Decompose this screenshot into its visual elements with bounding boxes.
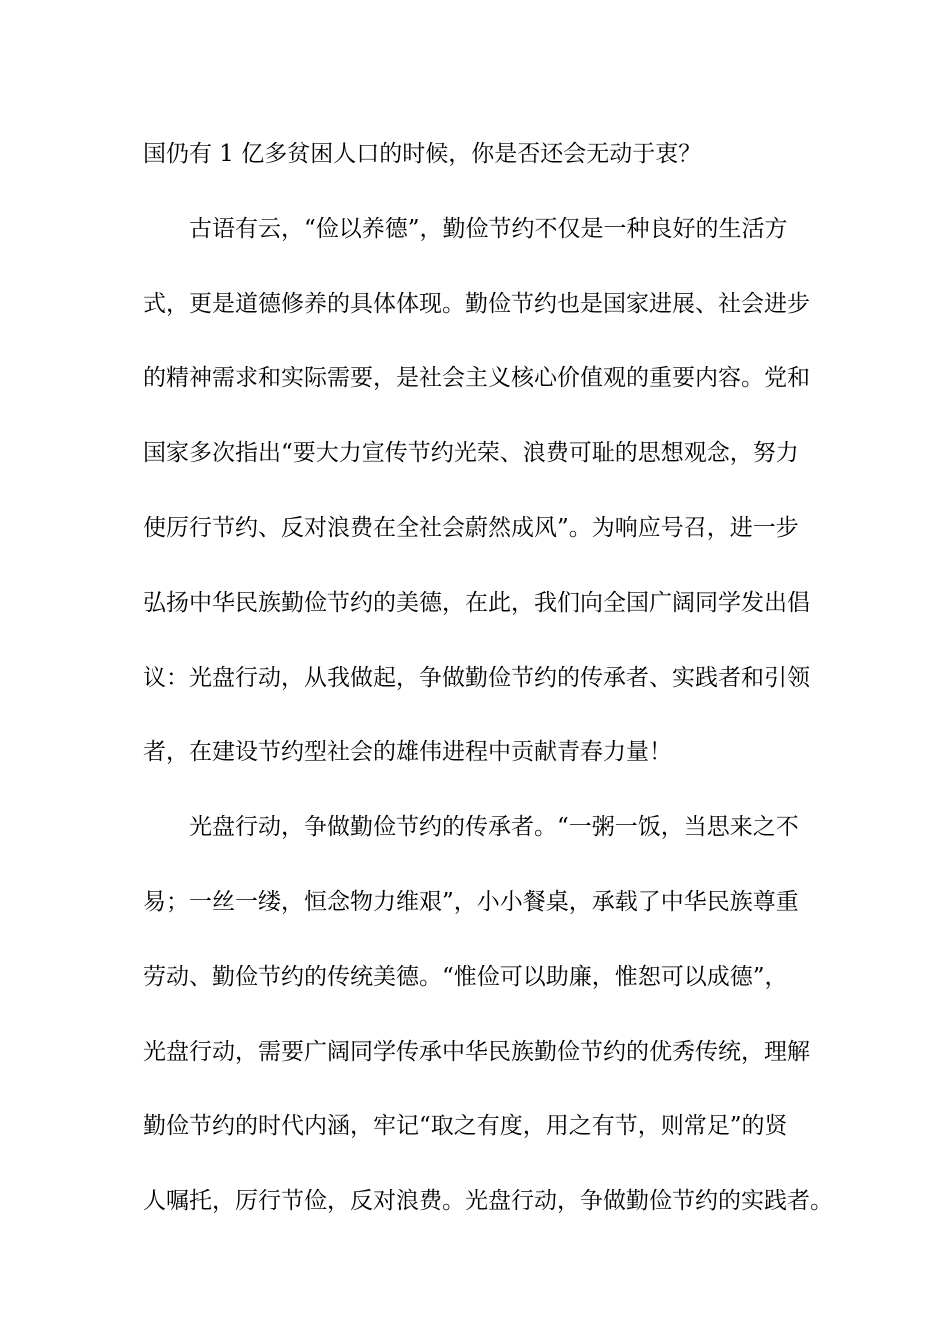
text-line: 人嘱托，厉行节俭，反对浪费。光盘行动，争做勤俭节约的实践者。	[143, 1188, 833, 1215]
text-line: 式，更是道德修养的具体体现。勤俭节约也是国家进展、社会进步	[143, 290, 810, 317]
text-line: 劳动、勤俭节约的传统美德。“惟俭可以助廉，惟恕可以成德”，	[143, 963, 788, 990]
text-line: 者，在建设节约型社会的雄伟进程中贡献青春力量！	[143, 739, 672, 766]
text-line: 国仍有 1 亿多贫困人口的时候，你是否还会无动于衷？	[143, 141, 702, 167]
text-line: 议：光盘行动，从我做起，争做勤俭节约的传承者、实践者和引领	[143, 664, 810, 691]
text-line: 光盘行动，需要广阔同学传承中华民族勤俭节约的优秀传统，理解	[143, 1038, 810, 1065]
text-line: 弘扬中华民族勤俭节约的美德，在此，我们向全国广阔同学发出倡	[143, 589, 810, 616]
text-line: 国家多次指出“要大力宣传节约光荣、浪费可耻的思想观念，努力	[143, 440, 799, 467]
paragraph-start-line: 光盘行动，争做勤俭节约的传承者。“一粥一饭，当思来之不	[189, 814, 799, 841]
text-line: 使厉行节约、反对浪费在全社会蔚然成风”。为响应号召，进一步	[143, 514, 799, 541]
text-line: 易；一丝一缕，恒念物力维艰”，小小餐桌，承载了中华民族尊重	[143, 888, 799, 915]
text-line: 的精神需求和实际需要，是社会主义核心价值观的重要内容。党和	[143, 365, 810, 392]
paragraph-start-line: 古语有云，“俭以养德”，勤俭节约不仅是一种良好的生活方	[189, 215, 788, 242]
body-text	[143, 134, 843, 1256]
text-line: 勤俭节约的时代内涵，牢记“取之有度，用之有节，则常足”的贤	[143, 1113, 788, 1140]
